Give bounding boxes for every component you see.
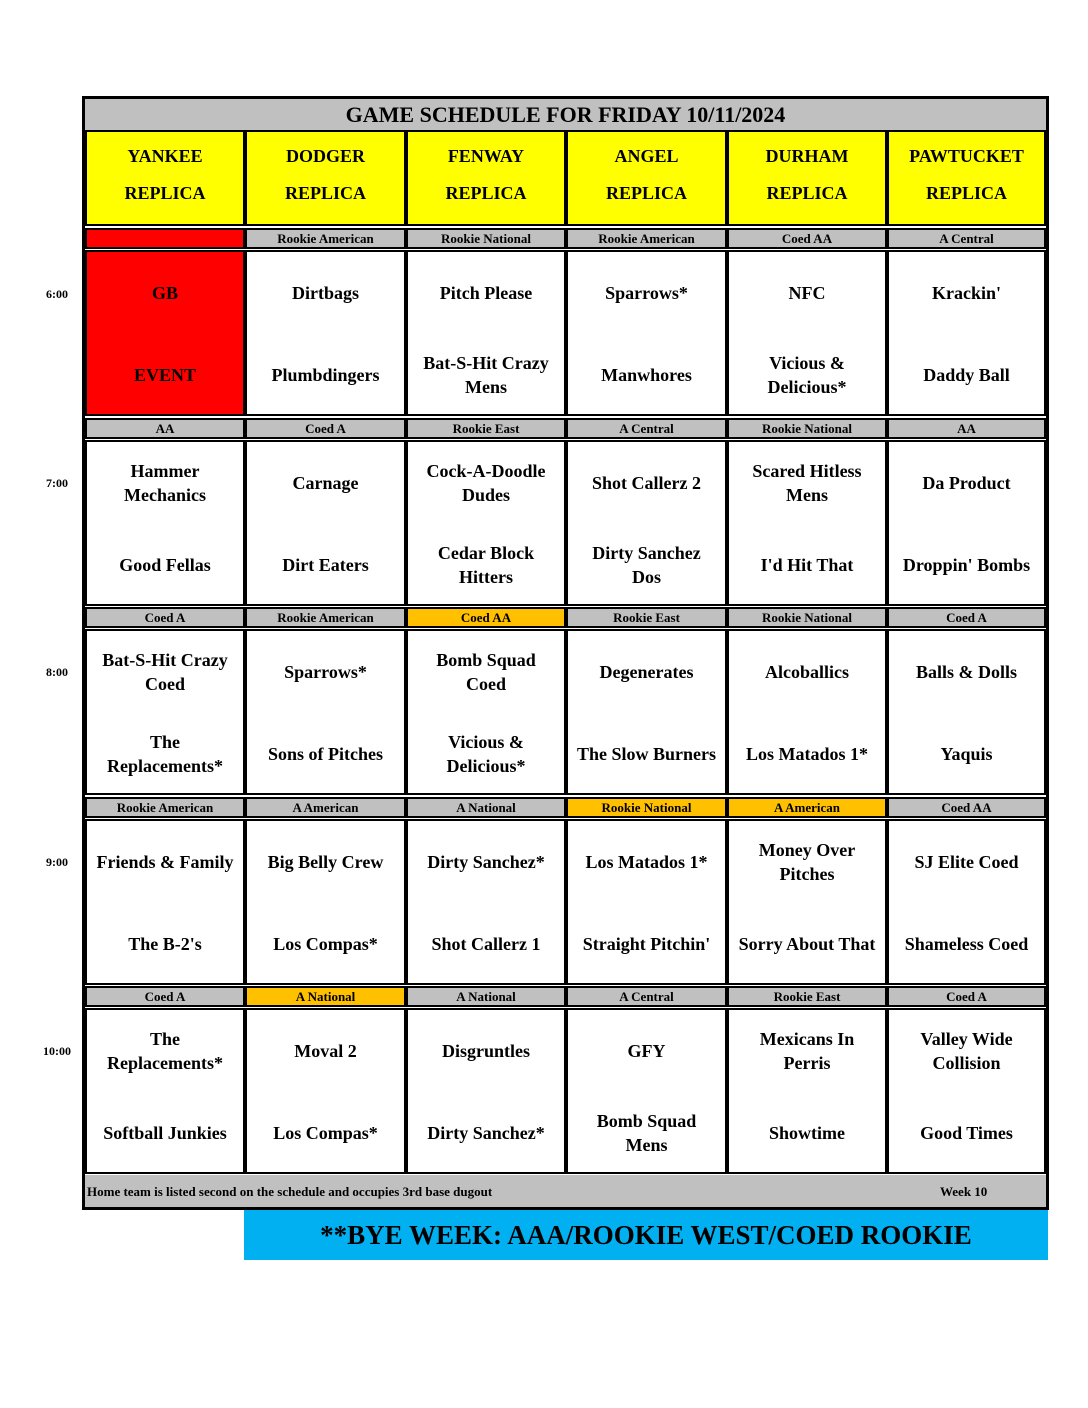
home-team: Dirty Sanchez Dos <box>592 543 701 587</box>
home-team: Daddy Ball <box>923 365 1010 385</box>
field-subtitle: REPLICA <box>766 183 848 203</box>
away-team: Shot Callerz 2 <box>592 473 701 493</box>
game-cell <box>727 250 887 416</box>
home-team: Sorry About That <box>738 934 876 954</box>
away-team: NFC <box>788 283 826 303</box>
game-cell <box>406 819 566 985</box>
away-team: GFY <box>627 1041 666 1061</box>
field-name: PAWTUCKET <box>909 146 1024 166</box>
division-label: Coed A <box>887 986 1046 1007</box>
home-team: Bat-S-Hit Crazy Mens <box>423 353 549 397</box>
division-label: A American <box>727 797 887 818</box>
game-cell <box>887 629 1046 795</box>
division-label: Rookie American <box>85 797 245 818</box>
away-team: Hammer Mechanics <box>124 461 206 505</box>
division-label: Rookie East <box>566 607 727 628</box>
game-cell <box>566 250 727 416</box>
home-team: Droppin' Bombs <box>902 555 1031 575</box>
home-team: Plumbdingers <box>271 365 380 385</box>
game-cell <box>245 629 406 795</box>
game-cell <box>85 629 245 795</box>
division-label: A National <box>406 797 566 818</box>
game-cell <box>245 250 406 416</box>
game-cell <box>727 440 887 606</box>
away-team: Bomb Squad Coed <box>436 650 536 694</box>
home-team: Los Compas* <box>273 1123 378 1143</box>
home-team: Good Times <box>920 1123 1013 1143</box>
away-team: Dirty Sanchez* <box>427 852 545 872</box>
game-cell <box>406 440 566 606</box>
game-cell <box>406 250 566 416</box>
home-team: Shot Callerz 1 <box>431 934 541 954</box>
home-team: Vicious & Delicious* <box>446 732 526 776</box>
division-label: Rookie East <box>727 986 887 1007</box>
division-label: Rookie National <box>406 228 566 249</box>
week-label: Week 10 <box>940 1184 988 1199</box>
field-header-durham <box>727 130 887 226</box>
away-team: Moval 2 <box>294 1041 357 1061</box>
division-label: Coed A <box>85 607 245 628</box>
time-label: 8:00 <box>46 665 68 679</box>
game-cell <box>566 1008 727 1174</box>
division-label: Rookie National <box>727 418 887 439</box>
home-team: I'd Hit That <box>760 555 854 575</box>
home-team: Yaquis <box>940 744 993 764</box>
division-label: Coed AA <box>887 797 1046 818</box>
home-team: Cedar Block Hitters <box>437 543 535 587</box>
division-label: Coed A <box>245 418 406 439</box>
division-label: Rookie National <box>566 797 727 818</box>
away-team: Los Matados 1* <box>585 852 708 872</box>
game-cell <box>566 629 727 795</box>
game-cell <box>566 440 727 606</box>
home-team: EVENT <box>133 365 196 385</box>
field-name: YANKEE <box>127 146 203 166</box>
field-subtitle: REPLICA <box>605 183 687 203</box>
game-cell <box>887 1008 1046 1174</box>
division-label <box>85 228 245 249</box>
away-team: Balls & Dolls <box>915 662 1017 682</box>
field-name: DURHAM <box>765 146 849 166</box>
game-cell <box>245 819 406 985</box>
away-team: GB <box>151 283 178 303</box>
away-team: Da Product <box>922 473 1011 493</box>
away-team: Sparrows* <box>605 283 688 303</box>
division-label: Rookie American <box>245 228 406 249</box>
away-team: Sparrows* <box>284 662 367 682</box>
game-cell <box>85 819 245 985</box>
game-cell <box>245 1008 406 1174</box>
home-team: Manwhores <box>601 365 692 385</box>
away-team: Valley Wide Collision <box>920 1029 1013 1073</box>
away-team: Carnage <box>292 473 359 493</box>
game-cell <box>406 1008 566 1174</box>
division-label: A American <box>245 797 406 818</box>
division-label: Rookie American <box>245 607 406 628</box>
away-team: Degenerates <box>599 662 694 682</box>
bye-week-banner: **BYE WEEK: AAA/ROOKIE WEST/COED ROOKIE <box>244 1210 1048 1260</box>
home-team: The B-2's <box>128 934 202 954</box>
field-header-pawtucket <box>887 130 1046 226</box>
home-team: Softball Junkies <box>103 1123 227 1143</box>
field-subtitle: REPLICA <box>925 183 1007 203</box>
division-label: Rookie National <box>727 607 887 628</box>
footer-note: Home team is listed second on the schedule and occupies 3rd base dugout <box>87 1184 493 1199</box>
division-label: A Central <box>566 418 727 439</box>
game-cell <box>887 819 1046 985</box>
away-team: Krackin' <box>931 283 1001 303</box>
game-cell <box>566 819 727 985</box>
home-team: Shameless Coed <box>904 934 1029 954</box>
away-team: Scared Hitless Mens <box>752 461 862 505</box>
home-team: Los Matados 1* <box>745 744 868 764</box>
field-name: FENWAY <box>447 146 525 166</box>
away-team: Cock-A-Doodle Dudes <box>426 461 546 505</box>
game-cell <box>85 1008 245 1174</box>
division-label: A Central <box>887 228 1046 249</box>
game-cell <box>85 440 245 606</box>
game-cell <box>406 629 566 795</box>
field-header-yankee <box>85 130 245 226</box>
division-label: AA <box>85 418 245 439</box>
away-team: Big Belly Crew <box>267 852 384 872</box>
away-team: Bat-S-Hit Crazy Coed <box>102 650 228 694</box>
footer-bar <box>85 1175 1046 1207</box>
time-label: 9:00 <box>46 855 68 869</box>
home-team: Dirt Eaters <box>282 555 369 575</box>
division-label: AA <box>887 418 1046 439</box>
time-label: 10:00 <box>43 1044 71 1058</box>
division-label: Coed A <box>85 986 245 1007</box>
game-cell <box>727 629 887 795</box>
home-team: The Slow Burners <box>576 744 717 764</box>
away-team: Disgruntles <box>441 1041 530 1061</box>
division-label: Rookie American <box>566 228 727 249</box>
home-team: Good Fellas <box>119 555 211 575</box>
field-subtitle: REPLICA <box>284 183 366 203</box>
home-team: Bomb Squad Mens <box>596 1111 697 1155</box>
home-team: The Replacements* <box>107 732 223 776</box>
away-team: Mexicans In Perris <box>759 1029 855 1073</box>
game-cell <box>887 440 1046 606</box>
field-name: ANGEL <box>614 146 679 166</box>
field-header-dodger <box>245 130 406 226</box>
home-team: Straight Pitchin' <box>582 934 711 954</box>
game-cell <box>245 440 406 606</box>
game-cell <box>727 819 887 985</box>
field-subtitle: REPLICA <box>445 183 527 203</box>
away-team: Alcoballics <box>765 662 849 682</box>
division-label: Rookie East <box>406 418 566 439</box>
time-label: 7:00 <box>46 476 68 490</box>
away-team: Money Over Pitches <box>758 840 856 884</box>
home-team: Dirty Sanchez* <box>427 1123 545 1143</box>
time-label: 6:00 <box>46 287 68 301</box>
division-label: Coed AA <box>406 607 566 628</box>
division-label: A Central <box>566 986 727 1007</box>
field-subtitle: REPLICA <box>124 183 206 203</box>
home-team: Showtime <box>769 1123 845 1143</box>
division-label: Coed A <box>887 607 1046 628</box>
home-team: Los Compas* <box>273 934 378 954</box>
away-team: The Replacements* <box>107 1029 223 1073</box>
home-team: Vicious & Delicious* <box>767 353 847 397</box>
field-name: DODGER <box>285 146 365 166</box>
away-team: Dirtbags <box>292 283 359 303</box>
game-cell <box>887 250 1046 416</box>
division-label: A National <box>406 986 566 1007</box>
division-label: Coed AA <box>727 228 887 249</box>
away-team: Friends & Family <box>96 852 234 872</box>
event-cell <box>85 250 245 416</box>
division-label: A National <box>245 986 406 1007</box>
away-team: Pitch Please <box>439 283 533 303</box>
field-header-fenway <box>406 130 566 226</box>
game-cell <box>727 1008 887 1174</box>
home-team: Sons of Pitches <box>267 744 383 764</box>
away-team: SJ Elite Coed <box>914 852 1019 872</box>
field-header-angel <box>566 130 727 226</box>
schedule-title: GAME SCHEDULE FOR FRIDAY 10/11/2024 <box>85 99 1046 130</box>
